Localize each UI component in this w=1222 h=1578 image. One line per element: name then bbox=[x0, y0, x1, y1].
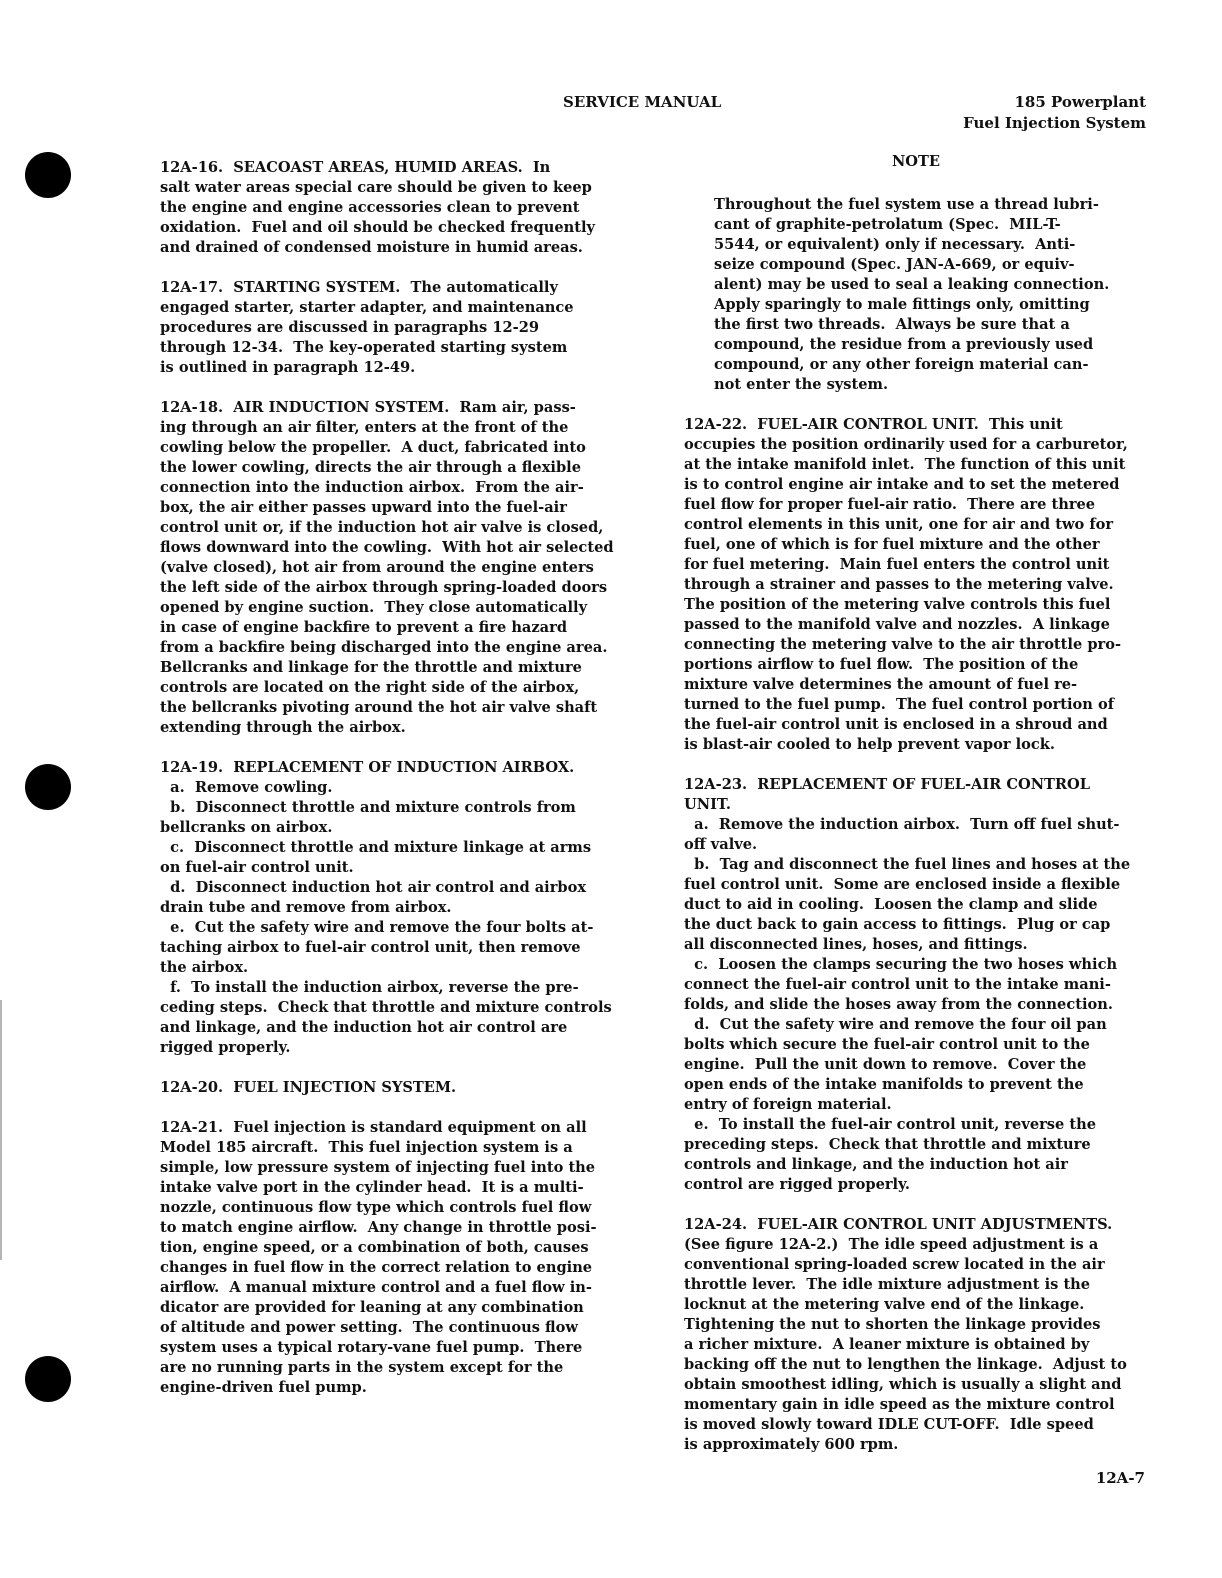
text-line: connecting the metering valve to the air throttle pro- bbox=[684, 636, 1122, 653]
text-line: turned to the fuel pump. The fuel control portion of bbox=[684, 696, 1114, 713]
text-line: preceding steps. Check that throttle and mixture bbox=[684, 1136, 1091, 1153]
text-line: ing through an air filter, enters at the front of the bbox=[160, 419, 569, 436]
text-line: engaged starter, starter adapter, and maintenance bbox=[160, 299, 574, 316]
text-line: e. Cut the safety wire and remove the four bolts at- bbox=[160, 919, 594, 936]
text-line: box, the air either passes upward into the fuel-air bbox=[160, 499, 567, 516]
text-line: opened by engine suction. They close automatically bbox=[160, 599, 588, 616]
text-line: is blast-air cooled to help prevent vapor lock. bbox=[684, 736, 1055, 753]
text-line: passed to the manifold valve and nozzles. A linkage bbox=[684, 616, 1110, 633]
text-line: engine. Pull the unit down to remove. Cover the bbox=[684, 1056, 1087, 1073]
text-line: b. Tag and disconnect the fuel lines and hoses at the bbox=[684, 856, 1131, 873]
paragraph bbox=[160, 278, 650, 378]
text-line: a. Remove the induction airbox. Turn off fuel shut- bbox=[684, 816, 1120, 833]
note-line: cant of graphite-petrolatum (Spec. MIL-T- bbox=[714, 216, 1061, 233]
text-line: f. To install the induction airbox, reverse the pre- bbox=[160, 979, 579, 996]
text-line: the airbox. bbox=[160, 959, 249, 976]
text-line: The position of the metering valve controls this fuel bbox=[684, 596, 1111, 613]
text-line: procedures are discussed in paragraphs 12-29 bbox=[160, 319, 540, 336]
text-line: connection into the induction airbox. From the air- bbox=[160, 479, 584, 496]
text-line: cowling below the propeller. A duct, fabricated into bbox=[160, 439, 586, 456]
text-line: through 12-34. The key-operated starting system bbox=[160, 339, 568, 356]
text-line: throttle lever. The idle mixture adjustment is the bbox=[684, 1276, 1091, 1293]
note-line: 5544, or equivalent) only if necessary. Anti- bbox=[714, 236, 1076, 253]
text-line: extending through the airbox. bbox=[160, 719, 406, 736]
text-line: bolts which secure the fuel-air control unit to the bbox=[684, 1036, 1090, 1053]
text-line: for fuel metering. Main fuel enters the control unit bbox=[684, 556, 1110, 573]
text-line: changes in fuel flow in the correct relation to engine bbox=[160, 1259, 593, 1276]
note-line: alent) may be used to seal a leaking connection. bbox=[714, 276, 1110, 293]
text-line: in case of engine backfire to prevent a fire hazard bbox=[160, 619, 568, 636]
text-line: on fuel-air control unit. bbox=[160, 859, 354, 876]
text-line: taching airbox to fuel-air control unit, then remove bbox=[160, 939, 581, 956]
text-line: at the intake manifold inlet. The function of this unit bbox=[684, 456, 1126, 473]
text-line: controls and linkage, and the induction hot air bbox=[684, 1156, 1068, 1173]
text-line: ceding steps. Check that throttle and mixture controls bbox=[160, 999, 612, 1016]
text-line: and linkage, and the induction hot air control are bbox=[160, 1019, 568, 1036]
text-line: all disconnected lines, hoses, and fittings. bbox=[684, 936, 1028, 953]
text-line: 12A-20. FUEL INJECTION SYSTEM. bbox=[160, 1079, 457, 1096]
text-line: salt water areas special care should be given to keep bbox=[160, 179, 592, 196]
text-line: tion, engine speed, or a combination of both, causes bbox=[160, 1239, 589, 1256]
text-line: the bellcranks pivoting around the hot air valve shaft bbox=[160, 699, 598, 716]
text-line: connect the fuel-air control unit to the intake mani- bbox=[684, 976, 1111, 993]
text-line: are no running parts in the system except for the bbox=[160, 1359, 564, 1376]
text-line: the left side of the airbox through spring-loaded doors bbox=[160, 579, 608, 596]
text-line: nozzle, continuous flow type which controls fuel flow bbox=[160, 1199, 592, 1216]
text-line: is moved slowly toward IDLE CUT-OFF. Idle speed bbox=[684, 1416, 1094, 1433]
text-line: c. Loosen the clamps securing the two hoses which bbox=[684, 956, 1118, 973]
paragraph bbox=[160, 1118, 650, 1398]
text-line: (See figure 12A-2.) The idle speed adjustment is a bbox=[684, 1236, 1099, 1253]
paragraph bbox=[160, 758, 650, 1058]
text-line: bellcranks on airbox. bbox=[160, 819, 333, 836]
text-line: of altitude and power setting. The continuous flow bbox=[160, 1319, 578, 1336]
text-line: momentary gain in idle speed as the mixture control bbox=[684, 1396, 1115, 1413]
paragraph bbox=[684, 415, 1168, 755]
text-line: control elements in this unit, one for air and two for bbox=[684, 516, 1114, 533]
paragraph bbox=[160, 1078, 650, 1098]
page-number: 12A-7 bbox=[1095, 1469, 1145, 1487]
text-line: Bellcranks and linkage for the throttle and mixture bbox=[160, 659, 582, 676]
note-line: compound, the residue from a previously used bbox=[714, 336, 1094, 353]
left-column bbox=[160, 158, 650, 1418]
text-line: and drained of condensed moisture in humid areas. bbox=[160, 239, 583, 256]
text-line: open ends of the intake manifolds to prevent the bbox=[684, 1076, 1084, 1093]
text-line: UNIT. bbox=[684, 796, 731, 813]
text-line: folds, and slide the hoses away from the connection. bbox=[684, 996, 1113, 1013]
text-line: fuel flow for proper fuel-air ratio. There are three bbox=[684, 496, 1096, 513]
text-line: Model 185 aircraft. This fuel injection system is a bbox=[160, 1139, 573, 1156]
note-line: compound, or any other foreign material can- bbox=[714, 356, 1089, 373]
note-line: not enter the system. bbox=[714, 376, 889, 393]
text-line: entry of foreign material. bbox=[684, 1096, 892, 1113]
text-line: control are rigged properly. bbox=[684, 1176, 910, 1193]
text-line: a. Remove cowling. bbox=[160, 779, 333, 796]
text-line: 12A-19. REPLACEMENT OF INDUCTION AIRBOX. bbox=[160, 759, 575, 776]
text-line: is to control engine air intake and to set the metered bbox=[684, 476, 1120, 493]
text-line: simple, low pressure system of injecting fuel into the bbox=[160, 1159, 596, 1176]
text-line: through a strainer and passes to the metering valve. bbox=[684, 576, 1114, 593]
note-body bbox=[684, 195, 1168, 395]
text-line: off valve. bbox=[684, 836, 758, 853]
text-line: fuel control unit. Some are enclosed inside a flexible bbox=[684, 876, 1121, 893]
text-line: portions airflow to fuel flow. The position of the bbox=[684, 656, 1079, 673]
text-line: occupies the position ordinarily used for a carburetor, bbox=[684, 436, 1128, 453]
text-line: is approximately 600 rpm. bbox=[684, 1436, 899, 1453]
text-line: e. To install the fuel-air control unit, reverse the bbox=[684, 1116, 1097, 1133]
text-line: fuel, one of which is for fuel mixture and the other bbox=[684, 536, 1100, 553]
note-line: Throughout the fuel system use a thread lubri- bbox=[714, 196, 1099, 213]
text-line: system uses a typical rotary-vane fuel pump. There bbox=[160, 1339, 583, 1356]
text-line: locknut at the metering valve end of the linkage. bbox=[684, 1296, 1085, 1313]
text-line: intake valve port in the cylinder head. It is a multi- bbox=[160, 1179, 584, 1196]
text-line: d. Disconnect induction hot air control and airbox bbox=[160, 879, 587, 896]
note-title: NOTE bbox=[891, 153, 941, 170]
text-line: conventional spring-loaded screw located in the air bbox=[684, 1256, 1105, 1273]
text-line: the lower cowling, directs the air through a flexible bbox=[160, 459, 581, 476]
text-line: c. Disconnect throttle and mixture linkage at arms bbox=[160, 839, 592, 856]
text-line: the engine and engine accessories clean to prevent bbox=[160, 199, 580, 216]
text-line: 12A-23. REPLACEMENT OF FUEL-AIR CONTROL bbox=[684, 776, 1091, 793]
text-line: dicator are provided for leaning at any combination bbox=[160, 1299, 584, 1316]
text-line: 12A-21. Fuel injection is standard equipment on all bbox=[160, 1119, 587, 1136]
text-line: the fuel-air control unit is enclosed in a shroud and bbox=[684, 716, 1108, 733]
right-column bbox=[684, 153, 1168, 1475]
text-line: b. Disconnect throttle and mixture controls from bbox=[160, 799, 576, 816]
text-line: d. Cut the safety wire and remove the four oil pan bbox=[684, 1016, 1107, 1033]
text-line: drain tube and remove from airbox. bbox=[160, 899, 452, 916]
text-line: 12A-24. FUEL-AIR CONTROL UNIT ADJUSTMENTS. bbox=[684, 1216, 1113, 1233]
text-line: a richer mixture. A leaner mixture is obtained by bbox=[684, 1336, 1090, 1353]
text-line: 12A-22. FUEL-AIR CONTROL UNIT. This unit bbox=[684, 416, 1063, 433]
text-line: flows downward into the cowling. With hot air selected bbox=[160, 539, 614, 556]
text-line: engine-driven fuel pump. bbox=[160, 1379, 367, 1396]
note-line: Apply sparingly to male fittings only, omitting bbox=[714, 296, 1090, 313]
binder-hole-bottom bbox=[25, 1356, 71, 1402]
text-line: obtain smoothest idling, which is usually a slight and bbox=[684, 1376, 1122, 1393]
paragraph bbox=[160, 398, 650, 738]
section-header bbox=[963, 92, 1146, 134]
text-line: from a backfire being discharged into the engine area. bbox=[160, 639, 608, 656]
text-line: (valve closed), hot air from around the engine enters bbox=[160, 559, 594, 576]
text-line: the duct back to gain access to fittings. Plug or cap bbox=[684, 916, 1111, 933]
text-line: 12A-17. STARTING SYSTEM. The automatically bbox=[160, 279, 558, 296]
note-line: the first two threads. Always be sure that a bbox=[714, 316, 1070, 333]
subsection-name: Fuel Injection System bbox=[963, 114, 1146, 132]
scan-edge-line bbox=[0, 1000, 2, 1260]
text-line: 12A-16. SEACOAST AREAS, HUMID AREAS. In bbox=[160, 159, 551, 176]
paragraph bbox=[684, 1215, 1168, 1455]
text-line: duct to aid in cooling. Loosen the clamp and slide bbox=[684, 896, 1098, 913]
text-line: backing off the nut to lengthen the linkage. Adjust to bbox=[684, 1356, 1127, 1373]
text-line: to match engine airflow. Any change in throttle posi- bbox=[160, 1219, 597, 1236]
text-line: control unit or, if the induction hot air valve is closed, bbox=[160, 519, 604, 536]
paragraph bbox=[160, 158, 650, 258]
right-column-paragraphs bbox=[684, 415, 1168, 1455]
note-line: seize compound (Spec. JAN-A-669, or equiv- bbox=[714, 256, 1075, 273]
text-line: controls are located on the right side of the airbox, bbox=[160, 679, 580, 696]
binder-hole-top bbox=[25, 152, 71, 198]
text-line: 12A-18. AIR INDUCTION SYSTEM. Ram air, pass- bbox=[160, 399, 576, 416]
binder-hole-middle bbox=[25, 764, 71, 810]
manual-title: SERVICE MANUAL bbox=[563, 93, 722, 111]
text-line: oxidation. Fuel and oil should be checked frequently bbox=[160, 219, 596, 236]
section-name: 185 Powerplant bbox=[1014, 93, 1146, 111]
text-line: is outlined in paragraph 12-49. bbox=[160, 359, 416, 376]
text-line: rigged properly. bbox=[160, 1039, 291, 1056]
text-line: Tightening the nut to shorten the linkage provides bbox=[684, 1316, 1101, 1333]
text-line: airflow. A manual mixture control and a fuel flow in- bbox=[160, 1279, 592, 1296]
text-line: mixture valve determines the amount of fuel re- bbox=[684, 676, 1078, 693]
paragraph bbox=[684, 775, 1168, 1195]
